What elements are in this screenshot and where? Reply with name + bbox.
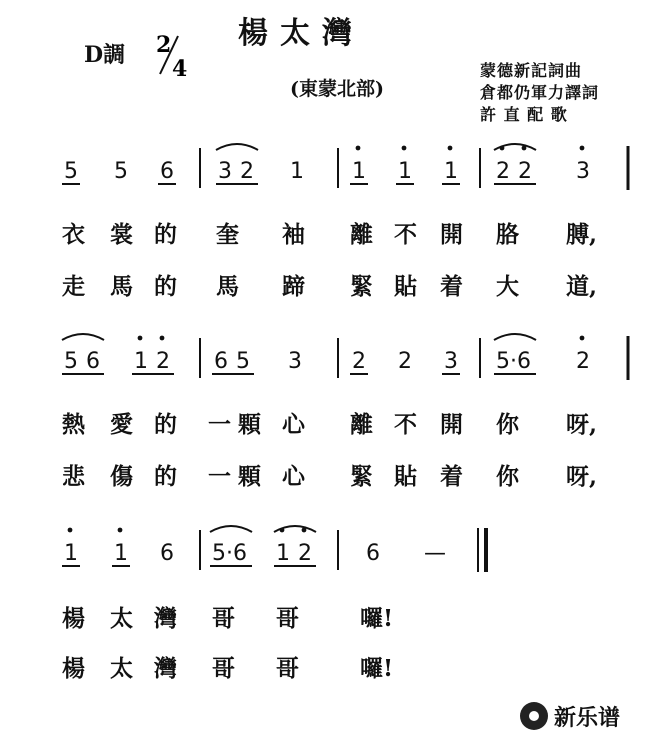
note: 5 [114,159,128,184]
lyric-char: 你 [496,411,519,438]
lyric-line [0,650,650,686]
lyric-line [0,458,650,494]
lyric-char: 貼 [394,273,417,300]
lyric-char: 着 [440,273,463,300]
lyric-char: 顆 [238,463,261,490]
lyric-char: 囉! [360,655,394,682]
note: 6 [366,541,380,566]
note: 5 [64,159,78,184]
lyric-char: 心 [282,411,305,438]
note: 3 [576,159,590,184]
lyric-char: 的 [154,221,177,248]
region-note: (東蒙北部) [290,78,384,100]
lyric-char: 熱 [62,411,85,438]
lyric-char: 一 [208,463,231,490]
lyric-char: 走 [62,273,85,300]
lyric-char: 離 [350,411,373,438]
lyric-char: 呀, [566,411,598,438]
note: 1 [352,159,366,184]
lyric-char: 大 [496,273,519,300]
credit-line: 倉都仍軍力譯詞 [480,83,600,102]
lyric-char: 緊 [350,463,373,490]
lyric-char: 愛 [110,411,133,438]
lyric-char: 顆 [238,411,261,438]
watermark-logo [520,700,620,732]
lyric-char: 心 [282,463,305,490]
lyric-char: 着 [440,463,463,490]
lyric-char: 囉! [360,605,394,632]
lyric-char: 離 [350,221,373,248]
note: 2 [496,159,510,184]
time-signature-numerator: 2 [156,32,172,58]
lyric-char: 奎 [216,221,239,248]
lyric-char: 不 [394,221,417,248]
note: 2 [156,349,170,374]
note: 1 [134,349,148,374]
lyric-char: 道, [566,273,598,300]
lyric-char: 哥 [276,605,299,632]
note: 5·6 [212,541,247,566]
note: 2 [352,349,366,374]
time-signature [152,30,192,80]
lyric-line [0,600,650,636]
note: 2 [240,159,254,184]
lyric-char: 緊 [350,273,373,300]
lyric-char: 悲 [62,463,85,490]
song-title: 楊太灣 [238,16,364,51]
lyric-char: 楊 [62,605,85,632]
note: 1 [398,159,412,184]
note: 2 [576,349,590,374]
notation-line-1 [0,140,650,200]
lyric-char: 貼 [394,463,417,490]
note: 3 [444,349,458,374]
lyric-char: 馬 [110,273,133,300]
note: 3 [288,349,302,374]
lyric-char: 開 [440,411,463,438]
credit-line: 許 直 配 歌 [480,105,568,124]
vinyl-record-icon [520,702,548,730]
note: 1 [114,541,128,566]
note: 6 [86,349,100,374]
lyric-char: 不 [394,411,417,438]
lyric-char: 太 [110,605,133,632]
note: 1 [290,159,304,184]
notation-line-3 [0,522,650,582]
note: 6 [160,159,174,184]
note: 2 [398,349,412,374]
note: 1 [444,159,458,184]
lyric-char: 哥 [212,605,235,632]
time-signature-denominator: 4 [172,56,188,80]
watermark-text: 新乐谱 [554,705,621,731]
lyric-char: 袖 [282,221,305,248]
credit-line: 蒙德新記詞曲 [480,61,583,80]
note: 6 [160,541,174,566]
lyric-char: 哥 [212,655,235,682]
note: 3 [218,159,232,184]
note: 5 [236,349,250,374]
lyric-line [0,216,650,252]
lyric-char: 傷 [110,463,133,490]
lyric-char: 灣 [154,605,177,632]
note: 5·6 [496,349,531,374]
lyric-char: 膊, [566,221,598,248]
note: 2 [518,159,532,184]
lyric-char: 的 [154,463,177,490]
lyric-char: 開 [440,221,463,248]
lyric-char: 蹄 [282,273,305,300]
lyric-char: 楊 [62,655,85,682]
note: 1 [276,541,290,566]
lyric-char: 你 [496,463,519,490]
note: — [424,541,446,566]
lyric-char: 胳 [496,221,519,248]
lyric-char: 的 [154,411,177,438]
lyric-char: 呀, [566,463,598,490]
key-signature: D調 [84,42,126,68]
lyric-char: 灣 [154,655,177,682]
lyric-char: 一 [208,411,231,438]
lyric-char: 太 [110,655,133,682]
lyric-char: 的 [154,273,177,300]
note: 6 [214,349,228,374]
lyric-line [0,406,650,442]
note: 2 [298,541,312,566]
note: 5 [64,349,78,374]
lyric-char: 馬 [216,273,239,300]
lyric-char: 衣 [62,221,85,248]
lyric-char: 裳 [110,221,133,248]
lyric-line [0,268,650,304]
lyric-char: 哥 [276,655,299,682]
note: 1 [64,541,78,566]
notation-line-2 [0,330,650,390]
